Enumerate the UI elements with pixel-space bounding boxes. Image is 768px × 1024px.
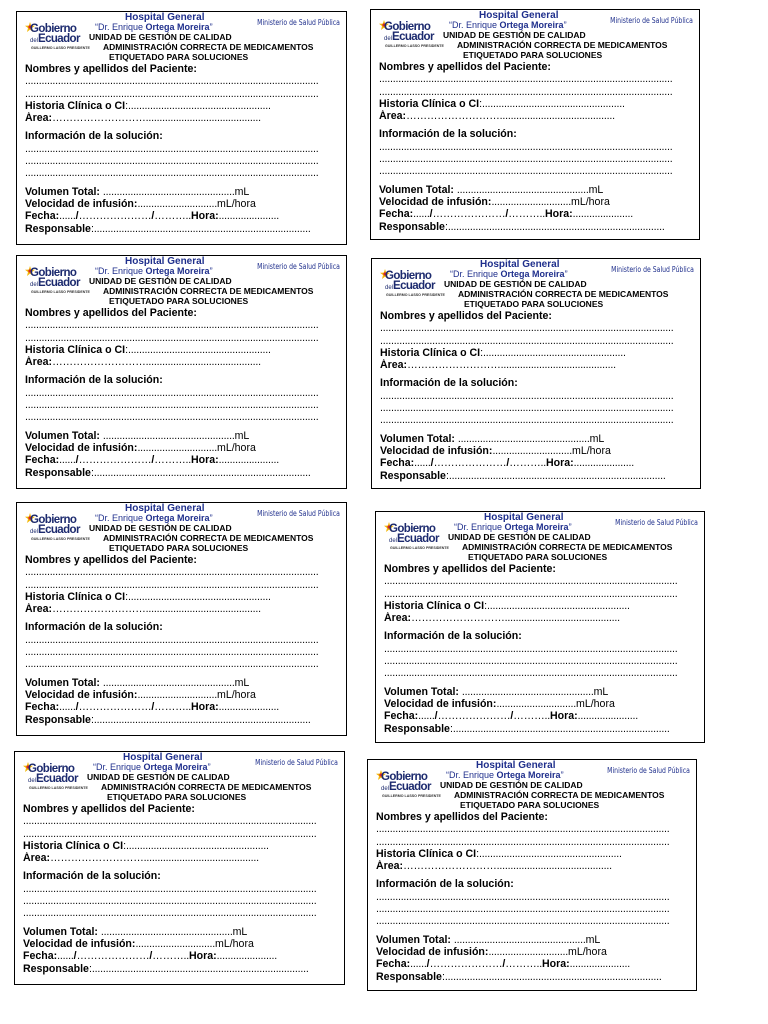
unit-title: UNIDAD DE GESTIÓN DE CALIDAD xyxy=(448,532,591,542)
solution-line: ........................................................................................................... xyxy=(25,142,319,155)
volume-field: Volumen Total: ................................................mL xyxy=(384,685,609,698)
logo-gobierno: Gobierno xyxy=(28,763,75,775)
patient-name-line: ........................................................................................................... xyxy=(376,823,670,836)
gobierno-ecuador-logo xyxy=(376,770,441,800)
hospital-doctor-name: “Dr. Enrique Ortega Moreira” xyxy=(450,269,568,279)
patient-name-label: Nombres y apellidos del Paciente: xyxy=(380,310,552,322)
hospital-name: Hospital General xyxy=(125,503,205,514)
logo-ecuador: delEcuador xyxy=(30,33,80,45)
logo-gobierno: Gobierno xyxy=(30,514,77,526)
logo-president: GUILLERMO LASSO PRESIDENTE xyxy=(386,293,445,297)
responsible-field: Responsable:............................................................................... xyxy=(25,713,311,726)
solution-line: ........................................................................................................... xyxy=(376,915,670,928)
solution-line: ........................................................................................................... xyxy=(379,140,673,153)
subtitle: ADMINISTRACIÓN CORRECTA DE MEDICAMENTOS xyxy=(458,289,669,299)
solution-line: ........................................................................................................... xyxy=(25,155,319,168)
unit-title: UNIDAD DE GESTIÓN DE CALIDAD xyxy=(89,523,232,533)
solution-line: ........................................................................................................... xyxy=(25,411,319,424)
infusion-rate-field: Velocidad de infusión:.............................mL/hora xyxy=(376,945,607,958)
patient-name-line: ........................................................................................................... xyxy=(25,319,319,332)
solution-line: ........................................................................................................... xyxy=(25,658,319,671)
infusion-rate-field: Velocidad de infusión:.............................mL/hora xyxy=(23,937,254,950)
date-time-field: Fecha:....../…………………/………..Hora:...................... xyxy=(25,454,279,467)
patient-name-label: Nombres y apellidos del Paciente: xyxy=(23,803,195,815)
history-field: Historia Clínica o CI:.................................................... xyxy=(380,346,626,359)
ministry-name: Ministerio de Salud Pública xyxy=(615,518,698,527)
form-fields xyxy=(23,803,338,975)
history-field: Historia Clínica o CI:.................................................... xyxy=(25,343,271,356)
logo-ecuador: delEcuador xyxy=(389,533,439,545)
date-time-field: Fecha:....../…………………/………..Hora:...................... xyxy=(25,701,279,714)
patient-name-line: ........................................................................................................... xyxy=(384,575,678,588)
patient-name-label: Nombres y apellidos del Paciente: xyxy=(376,811,548,823)
unit-title: UNIDAD DE GESTIÓN DE CALIDAD xyxy=(89,32,232,42)
ministry-name: Ministerio de Salud Pública xyxy=(255,758,338,767)
infusion-rate-field: Velocidad de infusión:.............................mL/hora xyxy=(384,697,615,710)
patient-name-line: ........................................................................................................... xyxy=(384,587,678,600)
logo-president: GUILLERMO LASSO PRESIDENTE xyxy=(382,794,441,798)
hospital-name: Hospital General xyxy=(123,752,203,763)
area-field: Área:……………………….......................................... xyxy=(379,110,615,123)
history-field: Historia Clínica o CI:.................................................... xyxy=(376,847,622,860)
logo-president: GUILLERMO LASSO PRESIDENTE xyxy=(390,546,449,550)
solution-label-card xyxy=(370,9,700,240)
logo-gobierno: Gobierno xyxy=(384,21,431,33)
patient-name-label: Nombres y apellidos del Paciente: xyxy=(379,61,551,73)
gobierno-ecuador-logo xyxy=(379,20,444,50)
responsible-field: Responsable:............................................................................... xyxy=(380,469,666,482)
area-field: Área:……………………….......................................... xyxy=(384,612,620,625)
hospital-doctor-name: “Dr. Enrique Ortega Moreira” xyxy=(95,513,213,523)
solution-line: ........................................................................................................... xyxy=(25,386,319,399)
history-field: Historia Clínica o CI:.................................................... xyxy=(25,590,271,603)
ministry-name: Ministerio de Salud Pública xyxy=(257,18,340,27)
solution-line: ........................................................................................................... xyxy=(379,153,673,166)
solution-line: ........................................................................................................... xyxy=(25,646,319,659)
responsible-field: Responsable:............................................................................... xyxy=(379,220,665,233)
unit-title: UNIDAD DE GESTIÓN DE CALIDAD xyxy=(87,772,230,782)
hospital-doctor-name: “Dr. Enrique Ortega Moreira” xyxy=(446,770,564,780)
hospital-name: Hospital General xyxy=(125,12,205,23)
hospital-name: Hospital General xyxy=(480,259,560,270)
date-time-field: Fecha:....../…………………/………..Hora:...................... xyxy=(23,950,277,963)
responsible-field: Responsable:............................................................................... xyxy=(25,222,311,235)
label-title: ETIQUETADO PARA SOLUCIONES xyxy=(463,50,603,60)
date-time-field: Fecha:....../…………………/………..Hora:...................... xyxy=(376,958,630,971)
patient-name-line: ........................................................................................................... xyxy=(25,566,319,579)
solution-label-card xyxy=(14,751,345,985)
logo-ecuador: delEcuador xyxy=(30,524,80,536)
patient-name-label: Nombres y apellidos del Paciente: xyxy=(25,63,197,75)
logo-president: GUILLERMO LASSO PRESIDENTE xyxy=(31,537,90,541)
volume-field: Volumen Total: ................................................mL xyxy=(25,429,250,442)
logo-ecuador: delEcuador xyxy=(384,31,434,43)
solution-line: ........................................................................................................... xyxy=(380,414,674,427)
solution-label-card xyxy=(16,255,347,489)
form-fields xyxy=(384,563,698,735)
solution-info-label: Información de la solución: xyxy=(23,870,161,883)
patient-name-line: ........................................................................................................... xyxy=(25,578,319,591)
patient-name-line: ........................................................................................................... xyxy=(379,73,673,86)
history-field: Historia Clínica o CI:.................................................... xyxy=(25,99,271,112)
gobierno-ecuador-logo xyxy=(25,513,90,543)
subtitle: ADMINISTRACIÓN CORRECTA DE MEDICAMENTOS xyxy=(462,542,673,552)
hospital-doctor-name: “Dr. Enrique Ortega Moreira” xyxy=(95,22,213,32)
subtitle: ADMINISTRACIÓN CORRECTA DE MEDICAMENTOS xyxy=(103,533,314,543)
volume-field: Volumen Total: ................................................mL xyxy=(25,676,250,689)
subtitle: ADMINISTRACIÓN CORRECTA DE MEDICAMENTOS xyxy=(454,790,665,800)
volume-field: Volumen Total: ................................................mL xyxy=(23,925,248,938)
date-time-field: Fecha:....../…………………/………..Hora:...................... xyxy=(379,208,633,221)
form-fields xyxy=(25,63,340,235)
responsible-field: Responsable:............................................................................... xyxy=(384,722,670,735)
hospital-name: Hospital General xyxy=(125,256,205,267)
solution-line: ........................................................................................................... xyxy=(380,389,674,402)
infusion-rate-field: Velocidad de infusión:.............................mL/hora xyxy=(379,195,610,208)
patient-name-line: ........................................................................................................... xyxy=(25,87,319,100)
area-field: Área:……………………….......................................... xyxy=(25,603,261,616)
solution-info-label: Información de la solución: xyxy=(379,128,517,141)
solution-info-label: Información de la solución: xyxy=(376,878,514,891)
label-title: ETIQUETADO PARA SOLUCIONES xyxy=(460,800,600,810)
solution-info-label: Información de la solución: xyxy=(380,377,518,390)
logo-president: GUILLERMO LASSO PRESIDENTE xyxy=(31,46,90,50)
label-title: ETIQUETADO PARA SOLUCIONES xyxy=(468,552,608,562)
hospital-doctor-name: “Dr. Enrique Ortega Moreira” xyxy=(454,522,572,532)
solution-info-label: Información de la solución: xyxy=(384,630,522,643)
responsible-field: Responsable:............................................................................... xyxy=(23,962,309,975)
logo-gobierno: Gobierno xyxy=(30,23,77,35)
hospital-doctor-name: “Dr. Enrique Ortega Moreira” xyxy=(449,20,567,30)
solution-line: ........................................................................................................... xyxy=(376,903,670,916)
label-title: ETIQUETADO PARA SOLUCIONES xyxy=(464,299,604,309)
patient-name-line: ........................................................................................................... xyxy=(376,835,670,848)
solution-line: ........................................................................................................... xyxy=(379,165,673,178)
hospital-name: Hospital General xyxy=(484,512,564,523)
logo-president: GUILLERMO LASSO PRESIDENTE xyxy=(31,290,90,294)
volume-field: Volumen Total: ................................................mL xyxy=(376,933,601,946)
date-time-field: Fecha:....../…………………/………..Hora:...................... xyxy=(380,457,634,470)
solution-line: ........................................................................................................... xyxy=(376,890,670,903)
hospital-name: Hospital General xyxy=(479,10,559,21)
history-field: Historia Clínica o CI:.................................................... xyxy=(23,839,269,852)
unit-title: UNIDAD DE GESTIÓN DE CALIDAD xyxy=(89,276,232,286)
solution-label-card xyxy=(16,502,347,736)
hospital-doctor-name: “Dr. Enrique Ortega Moreira” xyxy=(93,762,211,772)
solution-info-label: Información de la solución: xyxy=(25,621,163,634)
area-field: Área:……………………….......................................... xyxy=(376,860,612,873)
patient-name-line: ........................................................................................................... xyxy=(23,815,317,828)
history-field: Historia Clínica o CI:.................................................... xyxy=(384,599,630,612)
patient-name-line: ........................................................................................................... xyxy=(25,75,319,88)
area-field: Área:……………………….......................................... xyxy=(25,112,261,125)
unit-title: UNIDAD DE GESTIÓN DE CALIDAD xyxy=(444,279,587,289)
form-fields xyxy=(380,310,694,482)
ministry-name: Ministerio de Salud Pública xyxy=(610,16,693,25)
ministry-name: Ministerio de Salud Pública xyxy=(607,766,690,775)
form-fields xyxy=(25,554,340,726)
label-title: ETIQUETADO PARA SOLUCIONES xyxy=(109,296,249,306)
logo-ecuador: delEcuador xyxy=(381,781,431,793)
solution-line: ........................................................................................................... xyxy=(25,167,319,180)
infusion-rate-field: Velocidad de infusión:.............................mL/hora xyxy=(25,441,256,454)
date-time-field: Fecha:....../…………………/………..Hora:...................... xyxy=(25,210,279,223)
form-fields xyxy=(376,811,690,983)
subtitle: ADMINISTRACIÓN CORRECTA DE MEDICAMENTOS xyxy=(457,40,668,50)
solution-line: ........................................................................................................... xyxy=(25,399,319,412)
patient-name-label: Nombres y apellidos del Paciente: xyxy=(25,554,197,566)
form-fields xyxy=(25,307,340,479)
logo-gobierno: Gobierno xyxy=(30,267,77,279)
logo-gobierno: Gobierno xyxy=(385,270,432,282)
patient-name-line: ........................................................................................................... xyxy=(25,331,319,344)
patient-name-label: Nombres y apellidos del Paciente: xyxy=(25,307,197,319)
ministry-name: Ministerio de Salud Pública xyxy=(611,265,694,274)
solution-line: ........................................................................................................... xyxy=(25,633,319,646)
solution-info-label: Información de la solución: xyxy=(25,374,163,387)
area-field: Área:……………………….......................................... xyxy=(23,852,259,865)
form-fields xyxy=(379,61,693,233)
infusion-rate-field: Velocidad de infusión:.............................mL/hora xyxy=(380,444,611,457)
history-field: Historia Clínica o CI:.................................................... xyxy=(379,97,625,110)
solution-line: ........................................................................................................... xyxy=(384,642,678,655)
logo-president: GUILLERMO LASSO PRESIDENTE xyxy=(385,44,444,48)
logo-ecuador: delEcuador xyxy=(385,280,435,292)
solution-label-card xyxy=(371,258,701,489)
subtitle: ADMINISTRACIÓN CORRECTA DE MEDICAMENTOS xyxy=(103,286,314,296)
patient-name-line: ........................................................................................................... xyxy=(380,322,674,335)
solution-line: ........................................................................................................... xyxy=(23,895,317,908)
logo-gobierno: Gobierno xyxy=(389,523,436,535)
area-field: Área:……………………….......................................... xyxy=(380,359,616,372)
hospital-doctor-name: “Dr. Enrique Ortega Moreira” xyxy=(95,266,213,276)
logo-gobierno: Gobierno xyxy=(381,771,428,783)
solution-line: ........................................................................................................... xyxy=(23,907,317,920)
subtitle: ADMINISTRACIÓN CORRECTA DE MEDICAMENTOS xyxy=(101,782,312,792)
patient-name-line: ........................................................................................................... xyxy=(23,827,317,840)
volume-field: Volumen Total: ................................................mL xyxy=(25,185,250,198)
solution-label-card xyxy=(367,759,697,991)
logo-ecuador: delEcuador xyxy=(30,277,80,289)
solution-line: ........................................................................................................... xyxy=(380,402,674,415)
gobierno-ecuador-logo xyxy=(380,269,445,299)
subtitle: ADMINISTRACIÓN CORRECTA DE MEDICAMENTOS xyxy=(103,42,314,52)
infusion-rate-field: Velocidad de infusión:.............................mL/hora xyxy=(25,688,256,701)
patient-name-line: ........................................................................................................... xyxy=(379,85,673,98)
solution-line: ........................................................................................................... xyxy=(23,882,317,895)
gobierno-ecuador-logo xyxy=(384,522,449,552)
logo-president: GUILLERMO LASSO PRESIDENTE xyxy=(29,786,88,790)
gobierno-ecuador-logo xyxy=(23,762,88,792)
hospital-name: Hospital General xyxy=(476,760,556,771)
label-title: ETIQUETADO PARA SOLUCIONES xyxy=(107,792,247,802)
responsible-field: Responsable:............................................................................... xyxy=(376,970,662,983)
gobierno-ecuador-logo xyxy=(25,22,90,52)
date-time-field: Fecha:....../…………………/………..Hora:...................... xyxy=(384,710,638,723)
patient-name-label: Nombres y apellidos del Paciente: xyxy=(384,563,556,575)
unit-title: UNIDAD DE GESTIÓN DE CALIDAD xyxy=(443,30,586,40)
solution-line: ........................................................................................................... xyxy=(384,667,678,680)
responsible-field: Responsable:............................................................................... xyxy=(25,466,311,479)
gobierno-ecuador-logo xyxy=(25,266,90,296)
ministry-name: Ministerio de Salud Pública xyxy=(257,509,340,518)
ministry-name: Ministerio de Salud Pública xyxy=(257,262,340,271)
infusion-rate-field: Velocidad de infusión:.............................mL/hora xyxy=(25,197,256,210)
volume-field: Volumen Total: ................................................mL xyxy=(379,183,604,196)
label-title: ETIQUETADO PARA SOLUCIONES xyxy=(109,543,249,553)
label-title: ETIQUETADO PARA SOLUCIONES xyxy=(109,52,249,62)
patient-name-line: ........................................................................................................... xyxy=(380,334,674,347)
solution-label-card xyxy=(375,511,705,743)
logo-ecuador: delEcuador xyxy=(28,773,78,785)
solution-line: ........................................................................................................... xyxy=(384,655,678,668)
unit-title: UNIDAD DE GESTIÓN DE CALIDAD xyxy=(440,780,583,790)
solution-label-card xyxy=(16,11,347,245)
volume-field: Volumen Total: ................................................mL xyxy=(380,432,605,445)
solution-info-label: Información de la solución: xyxy=(25,130,163,143)
area-field: Área:……………………….......................................... xyxy=(25,356,261,369)
